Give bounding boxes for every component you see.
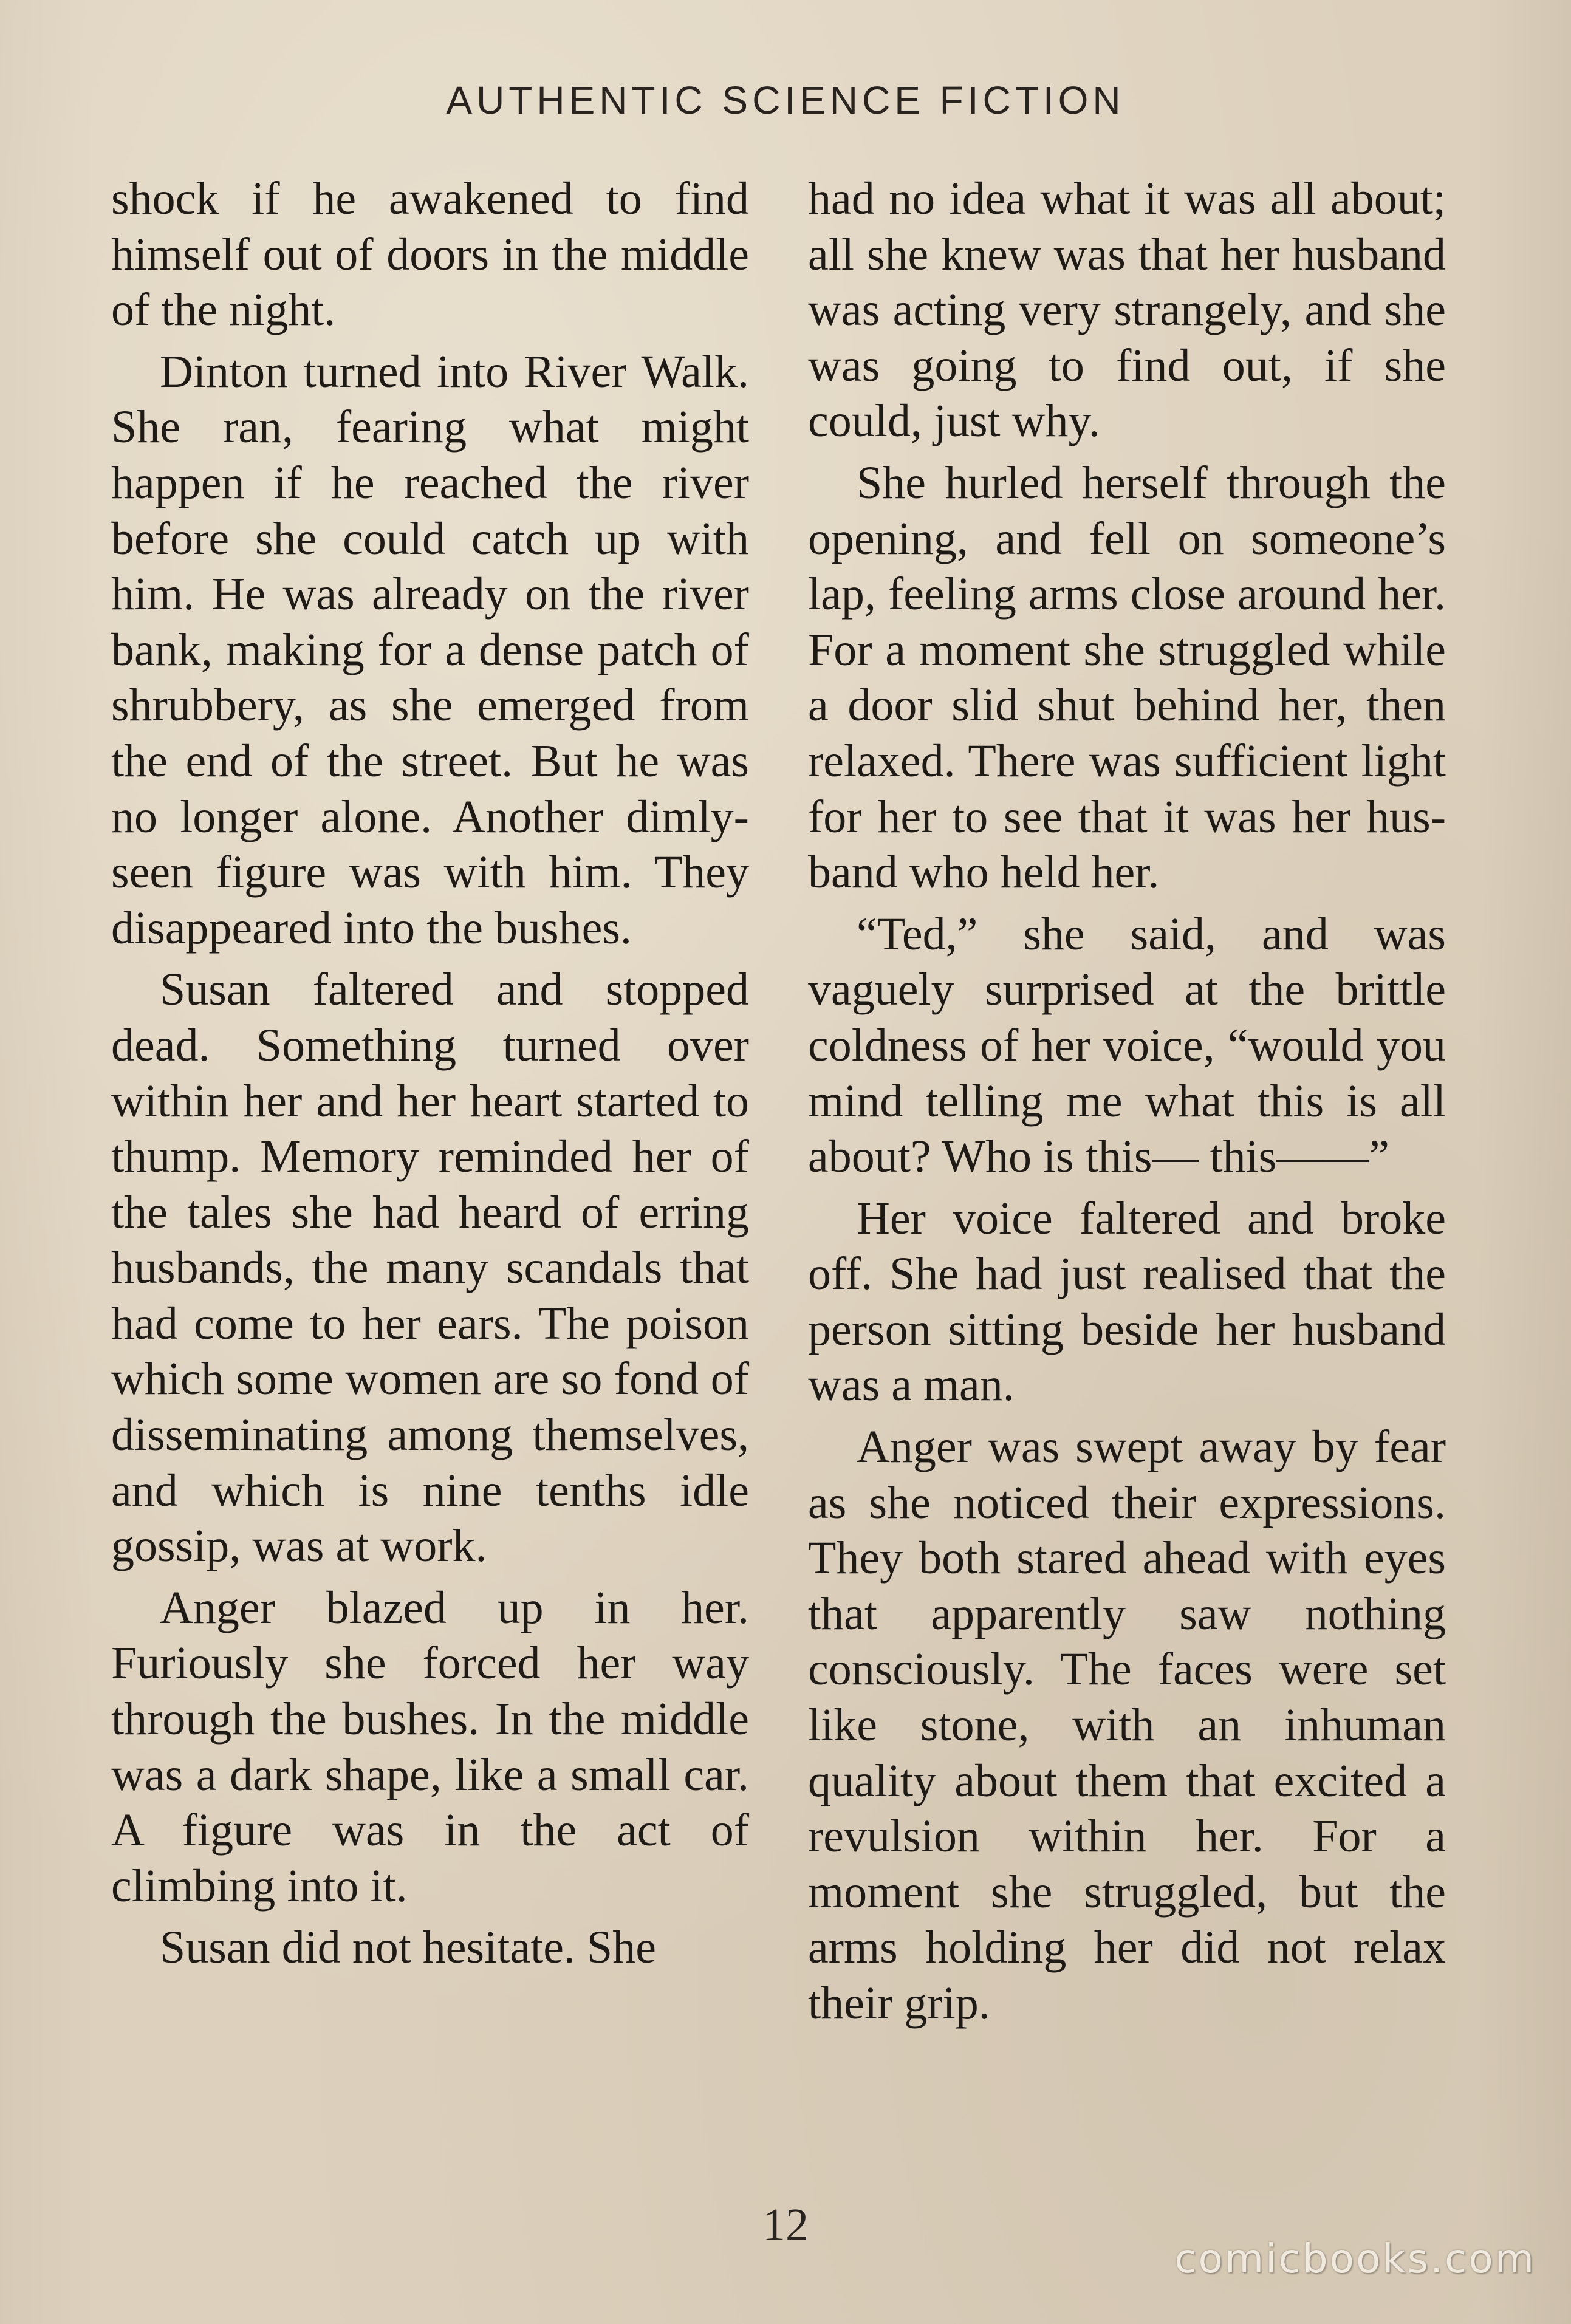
paragraph: Anger was swept away by fear as she noticed their expressions. They both stared ahead with eyes that apparently saw nothing consciously. The faces were set like stone, with an inhuman quality about them that excited a revulsion within her. For a moment she struggled, but the arms holding her did not relax their grip. [808, 1421, 1446, 2029]
paragraph: She hurled herself through the opening, and fell on someone’s lap, feeling arms close around her. For a moment she struggled while a door slid shut behind her, then relaxed. There was sufficient light for her to see that it was her husband who held her. [808, 457, 1446, 898]
paragraph: Her voice faltered and broke off. She had just realised that the person sitting beside her husband was a man. [808, 1192, 1446, 1411]
paragraph: “Ted,” she said, and was vaguely surprised at the brittle coldness of her voice, “would you mind telling me what this is all about? Who is this— this——” [808, 908, 1446, 1183]
page-number: 12 [762, 2199, 809, 2251]
paragraph: shock if he awakened to find himself out of doors in the middle of the night. [111, 173, 749, 336]
running-head: AUTHENTIC SCIENCE FICTION [446, 78, 1125, 122]
paragraph: Susan did not hesitate. She [160, 1922, 656, 1974]
right-column [808, 171, 1446, 2038]
watermark: comicbooks.com [1174, 2235, 1536, 2282]
paragraph: Dinton turned into River Walk. She ran, fearing what might happen if he reached the river before she could catch up with him. He was already on the river bank, making for a dense patch of shrubbery, as she emerged from the end of the street. But he was no longer alone. Another dimly-seen figure was with him. They disappeared into the bushes. [111, 346, 749, 954]
left-column [111, 171, 749, 1982]
paragraph: had no idea what it was all about; all she knew was that her husband was acting very strangely, and she was going to find out, if she could, just why. [808, 173, 1446, 447]
paragraph: Anger blazed up in her. Furiously she forced her way through the bushes. In the middle was a dark shape, like a small car. A figure was in the act of climbing into it. [111, 1582, 749, 1912]
paragraph: Susan faltered and stopped dead. Something turned over within her and her heart started to thump. Memory reminded her of the tales she had heard of erring husbands, the many scandals that had come to her ears. The poison which some women are so fond of disseminating among themselves, and which is nine tenths idle gossip, was at work. [111, 964, 749, 1572]
